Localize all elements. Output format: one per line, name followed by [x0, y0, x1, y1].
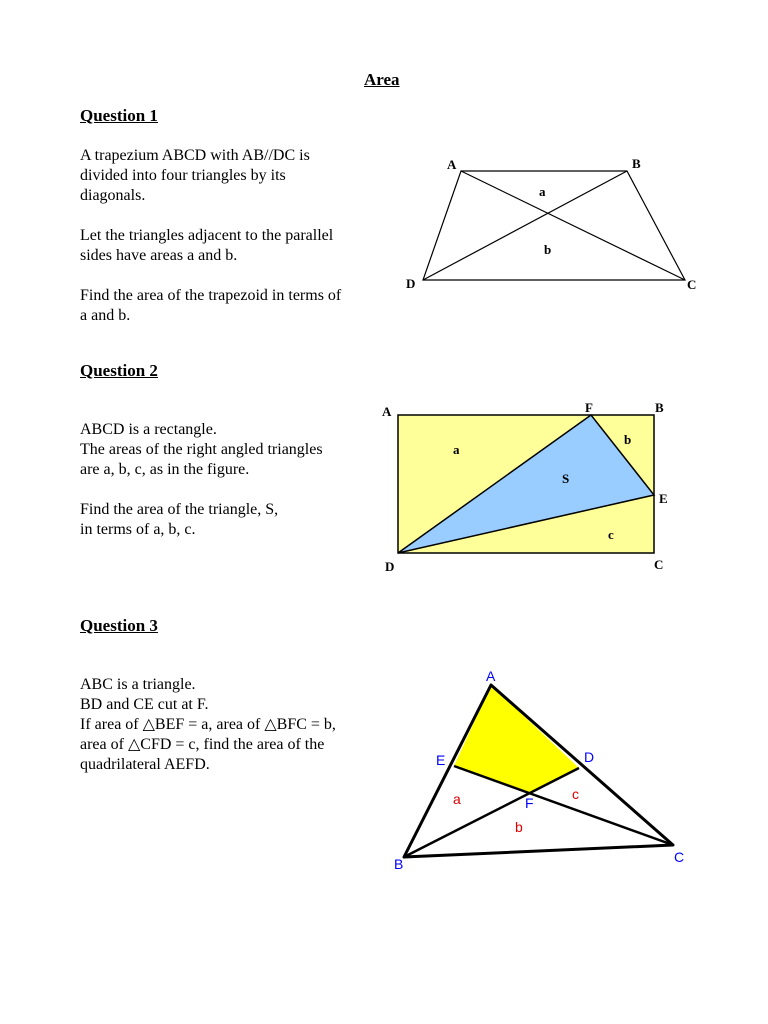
q3-line: quadrilateral AEFD. [80, 756, 210, 773]
vertex-label-a: A [447, 157, 457, 172]
area-label-a: a [453, 791, 461, 807]
trapezium-outline [423, 171, 685, 280]
q2-line: The areas of the right angled triangles [80, 441, 323, 458]
q1-line: divided into four triangles by its [80, 167, 286, 184]
vertex-label-d: D [406, 276, 416, 291]
question-1-heading: Question 1 [80, 106, 158, 125]
vertex-label-a: A [382, 404, 392, 419]
q1-line: Let the triangles adjacent to the parallel [80, 227, 334, 244]
vertex-label-d: D [584, 749, 595, 765]
page-title: Area [364, 70, 400, 89]
q1-line: Find the area of the trapezoid in terms of [80, 287, 342, 304]
vertex-label-c: C [674, 849, 685, 865]
vertex-label-b: B [394, 856, 404, 872]
area-label-b: b [624, 432, 632, 447]
vertex-label-c: C [654, 557, 664, 572]
segment-bd [404, 768, 579, 857]
vertex-label-f: F [525, 795, 534, 811]
q1-line: sides have areas a and b. [80, 247, 238, 264]
vertex-label-e: E [436, 752, 446, 768]
area-label-c: c [608, 527, 614, 542]
q2-line: in terms of a, b, c. [80, 521, 196, 538]
q3-line: area of △CFD = c, find the area of the [80, 736, 325, 753]
q3-line: ABC is a triangle. [80, 676, 196, 693]
segment-ce [454, 766, 673, 845]
vertex-label-a: A [486, 668, 496, 684]
q1-line: diagonals. [80, 187, 146, 204]
q3-line: If area of △BEF = a, area of △BFC = b, [80, 716, 336, 733]
q1-line: A trapezium ABCD with AB//DC is [80, 147, 310, 164]
question-2-heading: Question 2 [80, 361, 158, 380]
figure-3-triangle [394, 668, 684, 872]
vertex-label-d: D [385, 559, 395, 574]
figure-1-trapezium [406, 156, 696, 292]
diagonal-bd [423, 171, 627, 280]
q2-line: are a, b, c, as in the figure. [80, 461, 250, 478]
vertex-label-e: E [659, 491, 668, 506]
area-label-s: S [562, 471, 570, 486]
q3-line: BD and CE cut at F. [80, 696, 209, 713]
area-label-c: c [572, 786, 579, 802]
area-label-b: b [515, 819, 523, 835]
diagonal-ac [461, 171, 685, 280]
area-label-b: b [544, 242, 552, 257]
q2-line: Find the area of the triangle, S, [80, 501, 279, 518]
area-label-a: a [539, 184, 546, 199]
q2-line: ABCD is a rectangle. [80, 421, 217, 438]
figure-2-rectangle [382, 400, 668, 574]
vertex-label-c: C [687, 277, 697, 292]
vertex-label-b: B [655, 400, 664, 415]
question-3-heading: Question 3 [80, 616, 158, 635]
area-label-a: a [453, 442, 460, 457]
q1-line: a and b. [80, 307, 131, 324]
vertex-label-b: B [632, 156, 641, 171]
vertex-label-f: F [585, 400, 593, 415]
